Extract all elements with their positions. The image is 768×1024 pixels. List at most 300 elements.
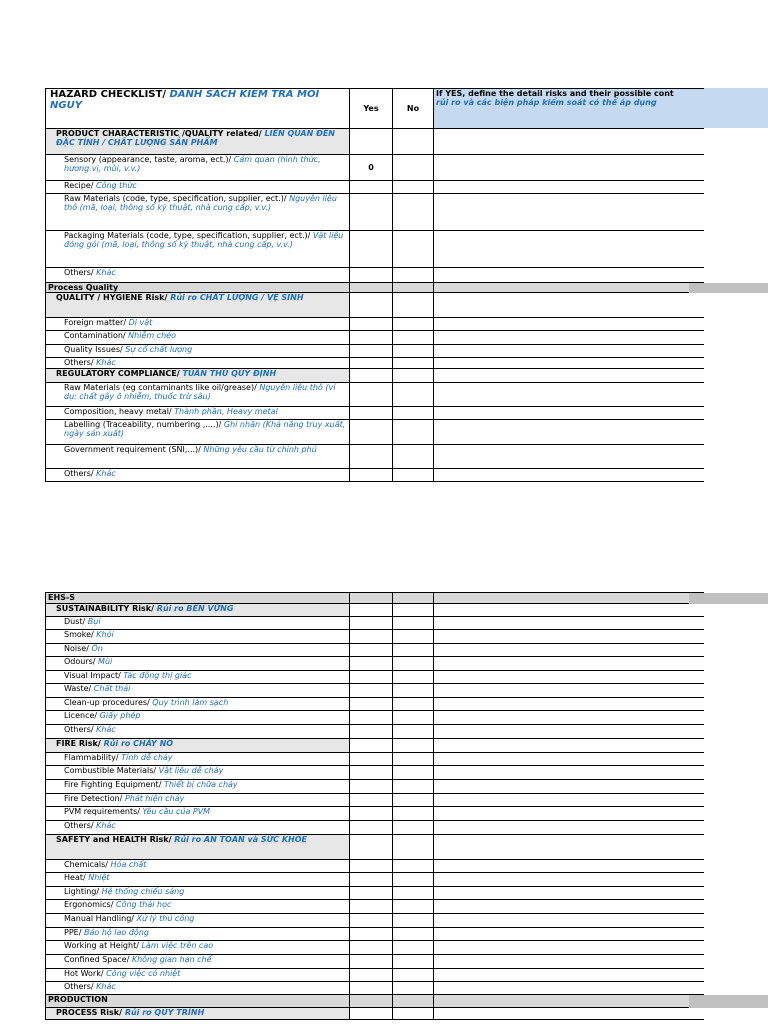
checklist-row xyxy=(46,873,705,887)
yes-cell[interactable] xyxy=(350,725,393,739)
yes-cell[interactable] xyxy=(350,420,393,445)
item-label-vn: Tính dễ cháy xyxy=(121,753,173,762)
detail-cell[interactable] xyxy=(434,725,705,739)
category-label-vn: Rủi ro QUY TRÌNH xyxy=(124,1008,205,1017)
item-label-vn: Những yêu cầu từ chính phủ xyxy=(203,445,317,454)
header-title-en: HAZARD CHECKLIST/ xyxy=(50,89,166,100)
checklist-row xyxy=(46,887,705,900)
item-label-vn: Khác xyxy=(96,469,116,478)
no-cell[interactable] xyxy=(393,780,434,794)
no-cell[interactable] xyxy=(393,657,434,671)
no-cell[interactable] xyxy=(393,969,434,982)
checklist-row xyxy=(46,318,705,331)
no-cell[interactable] xyxy=(393,835,434,860)
item-label-vn: Công thái học xyxy=(115,900,172,909)
yes-cell[interactable] xyxy=(350,914,393,928)
yes-cell[interactable] xyxy=(350,982,393,995)
no-cell[interactable] xyxy=(393,753,434,766)
item-label-en: Recipe/ xyxy=(64,181,94,190)
header-title-vn: DANH SÁCH KIỂM TRA MỐI NGUY xyxy=(50,89,320,111)
checklist-row xyxy=(46,194,705,231)
item-label-vn: Bảo hộ lao động xyxy=(83,928,149,937)
no-cell[interactable] xyxy=(393,821,434,835)
yes-cell[interactable] xyxy=(350,900,393,914)
category-row xyxy=(46,369,705,383)
yes-cell[interactable] xyxy=(350,739,393,753)
item-label-vn: Nguyên liệu thô (mã, loại, thông số kỹ thuật, nhà cung cấp, v.v.) xyxy=(64,194,337,212)
section-title: Process Quality xyxy=(46,283,350,293)
no-cell[interactable] xyxy=(393,928,434,941)
category-row xyxy=(46,129,705,155)
checklist-row xyxy=(46,383,705,407)
section-row xyxy=(46,995,705,1008)
no-cell[interactable] xyxy=(393,900,434,914)
item-label-vn: Vật liệu dễ cháy xyxy=(158,766,224,775)
item-label-en: Confined Space/ xyxy=(64,955,130,964)
item-label-en: Lighting/ xyxy=(64,887,100,896)
yes-cell[interactable] xyxy=(350,293,393,318)
detail-cell[interactable] xyxy=(434,739,705,753)
checklist-row xyxy=(46,914,705,928)
detail-cell[interactable] xyxy=(434,358,705,369)
detail-cell[interactable] xyxy=(434,887,705,900)
yes-cell[interactable] xyxy=(350,358,393,369)
item-label-en: Quality Issues/ xyxy=(64,345,123,354)
item-label-vn: Khác xyxy=(96,725,116,734)
no-cell[interactable] xyxy=(393,684,434,698)
item-label-vn: Nguyên liệu thô (ví dụ: chất gây ô nhiễm, thuốc trừ sâu) xyxy=(64,383,336,401)
yes-cell[interactable] xyxy=(350,383,393,407)
item-label-en: Manual Handling/ xyxy=(64,914,134,923)
detail-cell[interactable] xyxy=(434,753,705,766)
detail-cell[interactable] xyxy=(434,129,705,155)
section-row xyxy=(46,283,705,293)
item-label-en: Others/ xyxy=(64,268,94,277)
no-cell[interactable] xyxy=(393,181,434,194)
item-label-en: Combustible Materials/ xyxy=(64,766,157,775)
no-cell[interactable] xyxy=(393,358,434,369)
detail-cell[interactable] xyxy=(434,766,705,780)
detail-cell[interactable] xyxy=(434,407,705,420)
item-label-vn: Khói xyxy=(96,630,114,639)
no-cell[interactable] xyxy=(393,630,434,644)
ehs-checklist-table xyxy=(45,592,704,1020)
item-label-vn: Làm việc trên cao xyxy=(141,941,214,950)
item-label-en: Others/ xyxy=(64,469,94,478)
item-label-en: Labelling (Traceability, numbering ,....)/ xyxy=(64,420,222,429)
no-cell[interactable] xyxy=(393,345,434,358)
no-cell[interactable] xyxy=(393,807,434,821)
item-label-vn: Hệ thống chiếu sáng xyxy=(101,887,185,896)
checklist-row xyxy=(46,231,705,268)
no-cell[interactable] xyxy=(393,129,434,155)
detail-cell[interactable] xyxy=(434,604,705,617)
no-cell[interactable] xyxy=(393,873,434,887)
yes-cell[interactable] xyxy=(350,194,393,231)
detail-cell[interactable] xyxy=(434,671,705,684)
yes-cell[interactable] xyxy=(350,231,393,268)
category-row xyxy=(46,1008,705,1020)
no-cell[interactable] xyxy=(393,293,434,318)
no-cell[interactable] xyxy=(393,407,434,420)
no-cell[interactable] xyxy=(393,982,434,995)
item-label-vn: Giấy phép xyxy=(99,711,141,720)
no-cell[interactable] xyxy=(393,671,434,684)
no-cell[interactable] xyxy=(393,955,434,969)
detail-cell[interactable] xyxy=(434,711,705,725)
yes-column-header: Yes xyxy=(350,89,393,129)
header-row xyxy=(46,89,705,129)
detail-header-vn: rủi ro và các biện pháp kiểm soát có thể áp dụng xyxy=(436,98,657,107)
item-label-en: Raw Materials (code, type, specification, supplier, ect.)/ xyxy=(64,194,287,203)
item-label-en: Waste/ xyxy=(64,684,92,693)
detail-cell[interactable] xyxy=(434,593,705,604)
item-label-vn: Mùi xyxy=(98,657,113,666)
yes-cell[interactable] xyxy=(350,928,393,941)
checklist-row xyxy=(46,358,705,369)
detail-column-header xyxy=(434,89,705,129)
no-cell[interactable] xyxy=(393,860,434,873)
no-cell[interactable] xyxy=(393,794,434,807)
yes-cell[interactable] xyxy=(350,181,393,194)
item-label-en: Flammability/ xyxy=(64,753,119,762)
yes-cell[interactable] xyxy=(350,969,393,982)
yes-cell[interactable] xyxy=(350,469,393,482)
no-cell[interactable] xyxy=(393,469,434,482)
yes-cell[interactable] xyxy=(350,445,393,469)
no-cell[interactable] xyxy=(393,445,434,469)
no-cell[interactable] xyxy=(393,155,434,181)
detail-cell[interactable] xyxy=(434,268,705,283)
yes-cell[interactable] xyxy=(350,835,393,860)
no-cell[interactable] xyxy=(393,766,434,780)
no-cell[interactable] xyxy=(393,318,434,331)
no-cell[interactable] xyxy=(393,283,434,293)
yes-cell[interactable] xyxy=(350,283,393,293)
item-label-en: Fire Detection/ xyxy=(64,794,123,803)
item-label-en: Foreign matter/ xyxy=(64,318,127,327)
checklist-row xyxy=(46,982,705,995)
yes-cell[interactable] xyxy=(350,1008,393,1020)
checklist-row xyxy=(46,268,705,283)
yes-cell[interactable] xyxy=(350,604,393,617)
item-label-vn: Khác xyxy=(96,821,116,830)
item-label-en: Heat/ xyxy=(64,873,86,882)
checklist-row xyxy=(46,617,705,630)
no-cell[interactable] xyxy=(393,194,434,231)
checklist-row xyxy=(46,766,705,780)
item-label-vn: Hóa chất xyxy=(110,860,147,869)
item-label-en: Others/ xyxy=(64,358,94,367)
detail-cell[interactable] xyxy=(434,420,705,445)
checklist-row xyxy=(46,445,705,469)
category-label-en: PRODUCT CHARACTERISTIC /QUALITY related/ xyxy=(56,129,262,138)
no-column-header: No xyxy=(393,89,434,129)
checklist-row xyxy=(46,900,705,914)
hazard-checklist-table xyxy=(45,88,704,482)
yes-cell[interactable] xyxy=(350,780,393,794)
yes-cell[interactable] xyxy=(350,644,393,657)
category-label-en: SUSTAINABILITY Risk/ xyxy=(56,604,154,613)
no-cell[interactable] xyxy=(393,593,434,604)
section-band-extension xyxy=(689,995,768,1008)
detail-cell[interactable] xyxy=(434,995,705,1008)
checklist-row xyxy=(46,644,705,657)
yes-cell[interactable] xyxy=(350,617,393,630)
item-label-vn: Công thức xyxy=(95,181,137,190)
detail-cell[interactable] xyxy=(434,657,705,671)
checklist-row xyxy=(46,657,705,671)
item-label-vn: Nhiễm chéo xyxy=(128,331,176,340)
detail-cell[interactable] xyxy=(434,194,705,231)
no-cell[interactable] xyxy=(393,739,434,753)
item-label-en: Contamination/ xyxy=(64,331,126,340)
item-label-en: Licence/ xyxy=(64,711,98,720)
category-row xyxy=(46,604,705,617)
checklist-row xyxy=(46,753,705,766)
no-cell[interactable] xyxy=(393,1008,434,1020)
yes-cell[interactable] xyxy=(350,630,393,644)
detail-cell[interactable] xyxy=(434,955,705,969)
detail-cell[interactable] xyxy=(434,644,705,657)
no-cell[interactable] xyxy=(393,369,434,383)
item-label-vn: Xử lý thủ công xyxy=(136,914,195,923)
detail-cell[interactable] xyxy=(434,445,705,469)
item-label-vn: Vật liệu đóng gói (mã, loại, thông số kỹ thuật, nhà cung cấp, v.v.) xyxy=(64,231,344,249)
detail-cell[interactable] xyxy=(434,1008,705,1020)
item-label-en: Odours/ xyxy=(64,657,96,666)
category-label-vn: Rủi ro AN TOÀN và SỨC KHỎE xyxy=(174,835,307,844)
item-label-vn: Phát hiện cháy xyxy=(124,794,185,803)
checklist-row xyxy=(46,684,705,698)
yes-cell[interactable] xyxy=(350,268,393,283)
yes-cell[interactable] xyxy=(350,873,393,887)
checklist-row xyxy=(46,331,705,345)
category-label-vn: Rủi ro CHÁY NỔ xyxy=(103,739,174,748)
detail-cell[interactable] xyxy=(434,860,705,873)
no-cell[interactable] xyxy=(393,725,434,739)
section-band-extension xyxy=(689,283,768,293)
yes-cell[interactable] xyxy=(350,671,393,684)
yes-cell[interactable] xyxy=(350,369,393,383)
item-label-vn: Chất thải xyxy=(93,684,131,693)
item-label-vn: Quy trình làm sạch xyxy=(152,698,229,707)
checklist-row xyxy=(46,181,705,194)
yes-cell[interactable] xyxy=(350,129,393,155)
category-label-en: QUALITY / HYGIENE Risk/ xyxy=(56,293,168,302)
item-label-vn: Sự cố chất lượng xyxy=(125,345,193,354)
checklist-row xyxy=(46,807,705,821)
section-band-extension xyxy=(689,593,768,604)
category-label-vn: LIÊN QUAN ĐẾN ĐẶC TÍNH / CHẤT LƯỢNG SẢN PHẨM xyxy=(56,129,336,147)
yes-cell[interactable] xyxy=(350,995,393,1008)
item-label-vn: Bụi xyxy=(87,617,101,626)
category-label-vn: Rủi ro BỀN VỮNG xyxy=(156,604,234,613)
checklist-row xyxy=(46,860,705,873)
checklist-row xyxy=(46,941,705,955)
category-row xyxy=(46,835,705,860)
checklist-row xyxy=(46,780,705,794)
item-label-vn: Khác xyxy=(96,982,116,991)
yes-cell[interactable]: 0 xyxy=(350,155,393,181)
item-label-en: Hot Work/ xyxy=(64,969,104,978)
item-label-en: Sensory (appearance, taste, aroma, ect.)/ xyxy=(64,155,232,164)
detail-cell[interactable] xyxy=(434,331,705,345)
yes-cell[interactable] xyxy=(350,766,393,780)
yes-cell[interactable] xyxy=(350,407,393,420)
checklist-row xyxy=(46,155,705,181)
item-label-en: Smoke/ xyxy=(64,630,94,639)
yes-cell[interactable] xyxy=(350,684,393,698)
yes-cell[interactable] xyxy=(350,593,393,604)
detail-cell[interactable] xyxy=(434,794,705,807)
checklist-row xyxy=(46,345,705,358)
item-label-vn: Khác xyxy=(96,358,116,367)
detail-cell[interactable] xyxy=(434,900,705,914)
item-label-en: Packaging Materials (code, type, specification, supplier, ect.)/ xyxy=(64,231,311,240)
detail-cell[interactable] xyxy=(434,283,705,293)
yes-cell[interactable] xyxy=(350,698,393,711)
detail-cell[interactable] xyxy=(434,383,705,407)
yes-cell[interactable] xyxy=(350,345,393,358)
section-title: PRODUCTION xyxy=(46,995,350,1008)
no-cell[interactable] xyxy=(393,644,434,657)
checklist-row xyxy=(46,698,705,711)
no-cell[interactable] xyxy=(393,995,434,1008)
detail-cell[interactable] xyxy=(434,914,705,928)
no-cell[interactable] xyxy=(393,331,434,345)
category-label-en: SAFETY and HEALTH Risk/ xyxy=(56,835,172,844)
item-label-en: PPE/ xyxy=(64,928,82,937)
no-cell[interactable] xyxy=(393,941,434,955)
detail-cell[interactable] xyxy=(434,630,705,644)
detail-cell[interactable] xyxy=(434,293,705,318)
item-label-vn: Thành phần, Heavy metal xyxy=(174,407,278,416)
category-row xyxy=(46,293,705,318)
category-label-vn: Rủi ro CHẤT LƯỢNG / VỆ SINH xyxy=(170,293,304,302)
detail-cell[interactable] xyxy=(434,155,705,181)
detail-cell[interactable] xyxy=(434,807,705,821)
no-cell[interactable] xyxy=(393,914,434,928)
item-label-vn: Ồn xyxy=(91,644,103,653)
yes-cell[interactable] xyxy=(350,860,393,873)
item-label-vn: Khác xyxy=(96,268,116,277)
no-cell[interactable] xyxy=(393,617,434,630)
item-label-vn: Thiết bị chữa cháy xyxy=(163,780,238,789)
yes-cell[interactable] xyxy=(350,753,393,766)
checklist-row xyxy=(46,969,705,982)
header-title-cell xyxy=(46,89,350,129)
item-label-vn: Cảm quan (hình thức, hương vị, mùi, v.v.) xyxy=(64,155,321,173)
detail-header-en: If YES, define the detail risks and their possible cont xyxy=(436,89,674,98)
item-label-en: Others/ xyxy=(64,982,94,991)
item-label-vn: Ghi nhãn (Khả năng truy xuất, ngày sản xuất) xyxy=(64,420,346,438)
detail-cell[interactable] xyxy=(434,780,705,794)
detail-cell[interactable] xyxy=(434,345,705,358)
yes-cell[interactable] xyxy=(350,794,393,807)
detail-cell[interactable] xyxy=(434,684,705,698)
detail-cell[interactable] xyxy=(434,318,705,331)
item-label-vn: Yêu cầu của PVM xyxy=(142,807,211,816)
yes-cell[interactable] xyxy=(350,657,393,671)
item-label-en: Noise/ xyxy=(64,644,89,653)
item-label-vn: Dị vật xyxy=(128,318,153,327)
item-label-vn: Công việc có nhiệt xyxy=(106,969,181,978)
detail-cell[interactable] xyxy=(434,469,705,482)
category-label-vn: TUÂN THỦ QUY ĐỊNH xyxy=(182,369,277,378)
item-label-en: Ergonomics/ xyxy=(64,900,114,909)
item-label-en: Chemicals/ xyxy=(64,860,108,869)
checklist-row xyxy=(46,671,705,684)
item-label-en: Clean-up procedures/ xyxy=(64,698,150,707)
item-label-en: Composition, heavy metal/ xyxy=(64,407,172,416)
yes-cell[interactable] xyxy=(350,941,393,955)
detail-cell[interactable] xyxy=(434,873,705,887)
no-cell[interactable] xyxy=(393,231,434,268)
no-cell[interactable] xyxy=(393,420,434,445)
checklist-row xyxy=(46,711,705,725)
detail-cell[interactable] xyxy=(434,835,705,860)
category-label-en: REGULATORY COMPLIANCE/ xyxy=(56,369,180,378)
checklist-row xyxy=(46,821,705,835)
item-label-en: PVM requirements/ xyxy=(64,807,140,816)
yes-cell[interactable] xyxy=(350,807,393,821)
item-label-en: Working at Height/ xyxy=(64,941,139,950)
no-cell[interactable] xyxy=(393,383,434,407)
detail-cell[interactable] xyxy=(434,969,705,982)
item-label-en: Visual Impact/ xyxy=(64,671,121,680)
item-label-en: Others/ xyxy=(64,821,94,830)
checklist-row xyxy=(46,928,705,941)
yes-cell[interactable] xyxy=(350,887,393,900)
no-cell[interactable] xyxy=(393,604,434,617)
yes-cell[interactable] xyxy=(350,331,393,345)
yes-cell[interactable] xyxy=(350,821,393,835)
item-label-vn: Tác động thị giác xyxy=(123,671,192,680)
item-label-en: Raw Materials (eg contaminants like oil/grease)/ xyxy=(64,383,257,392)
item-label-en: Others/ xyxy=(64,725,94,734)
item-label-vn: Nhiệt xyxy=(88,873,110,882)
detail-cell[interactable] xyxy=(434,941,705,955)
yes-cell[interactable] xyxy=(350,955,393,969)
detail-cell[interactable] xyxy=(434,231,705,268)
detail-cell[interactable] xyxy=(434,698,705,711)
no-cell[interactable] xyxy=(393,887,434,900)
item-label-vn: Không gian hạn chế xyxy=(131,955,212,964)
category-label-en: FIRE Risk/ xyxy=(56,739,101,748)
no-cell[interactable] xyxy=(393,268,434,283)
category-row xyxy=(46,739,705,753)
detail-cell[interactable] xyxy=(434,617,705,630)
checklist-row xyxy=(46,955,705,969)
checklist-row xyxy=(46,420,705,445)
section-title: EHS-S xyxy=(46,593,350,604)
yes-cell[interactable] xyxy=(350,711,393,725)
yes-cell[interactable] xyxy=(350,318,393,331)
no-cell[interactable] xyxy=(393,698,434,711)
item-label-en: Dust/ xyxy=(64,617,86,626)
checklist-row xyxy=(46,407,705,420)
item-label-en: Government requirement (SNI,...)/ xyxy=(64,445,201,454)
detail-cell[interactable] xyxy=(434,982,705,995)
checklist-row xyxy=(46,794,705,807)
no-cell[interactable] xyxy=(393,711,434,725)
detail-cell[interactable] xyxy=(434,821,705,835)
detail-cell[interactable] xyxy=(434,928,705,941)
detail-cell[interactable] xyxy=(434,181,705,194)
detail-cell[interactable] xyxy=(434,369,705,383)
item-label-en: Fire Fighting Equipment/ xyxy=(64,780,162,789)
